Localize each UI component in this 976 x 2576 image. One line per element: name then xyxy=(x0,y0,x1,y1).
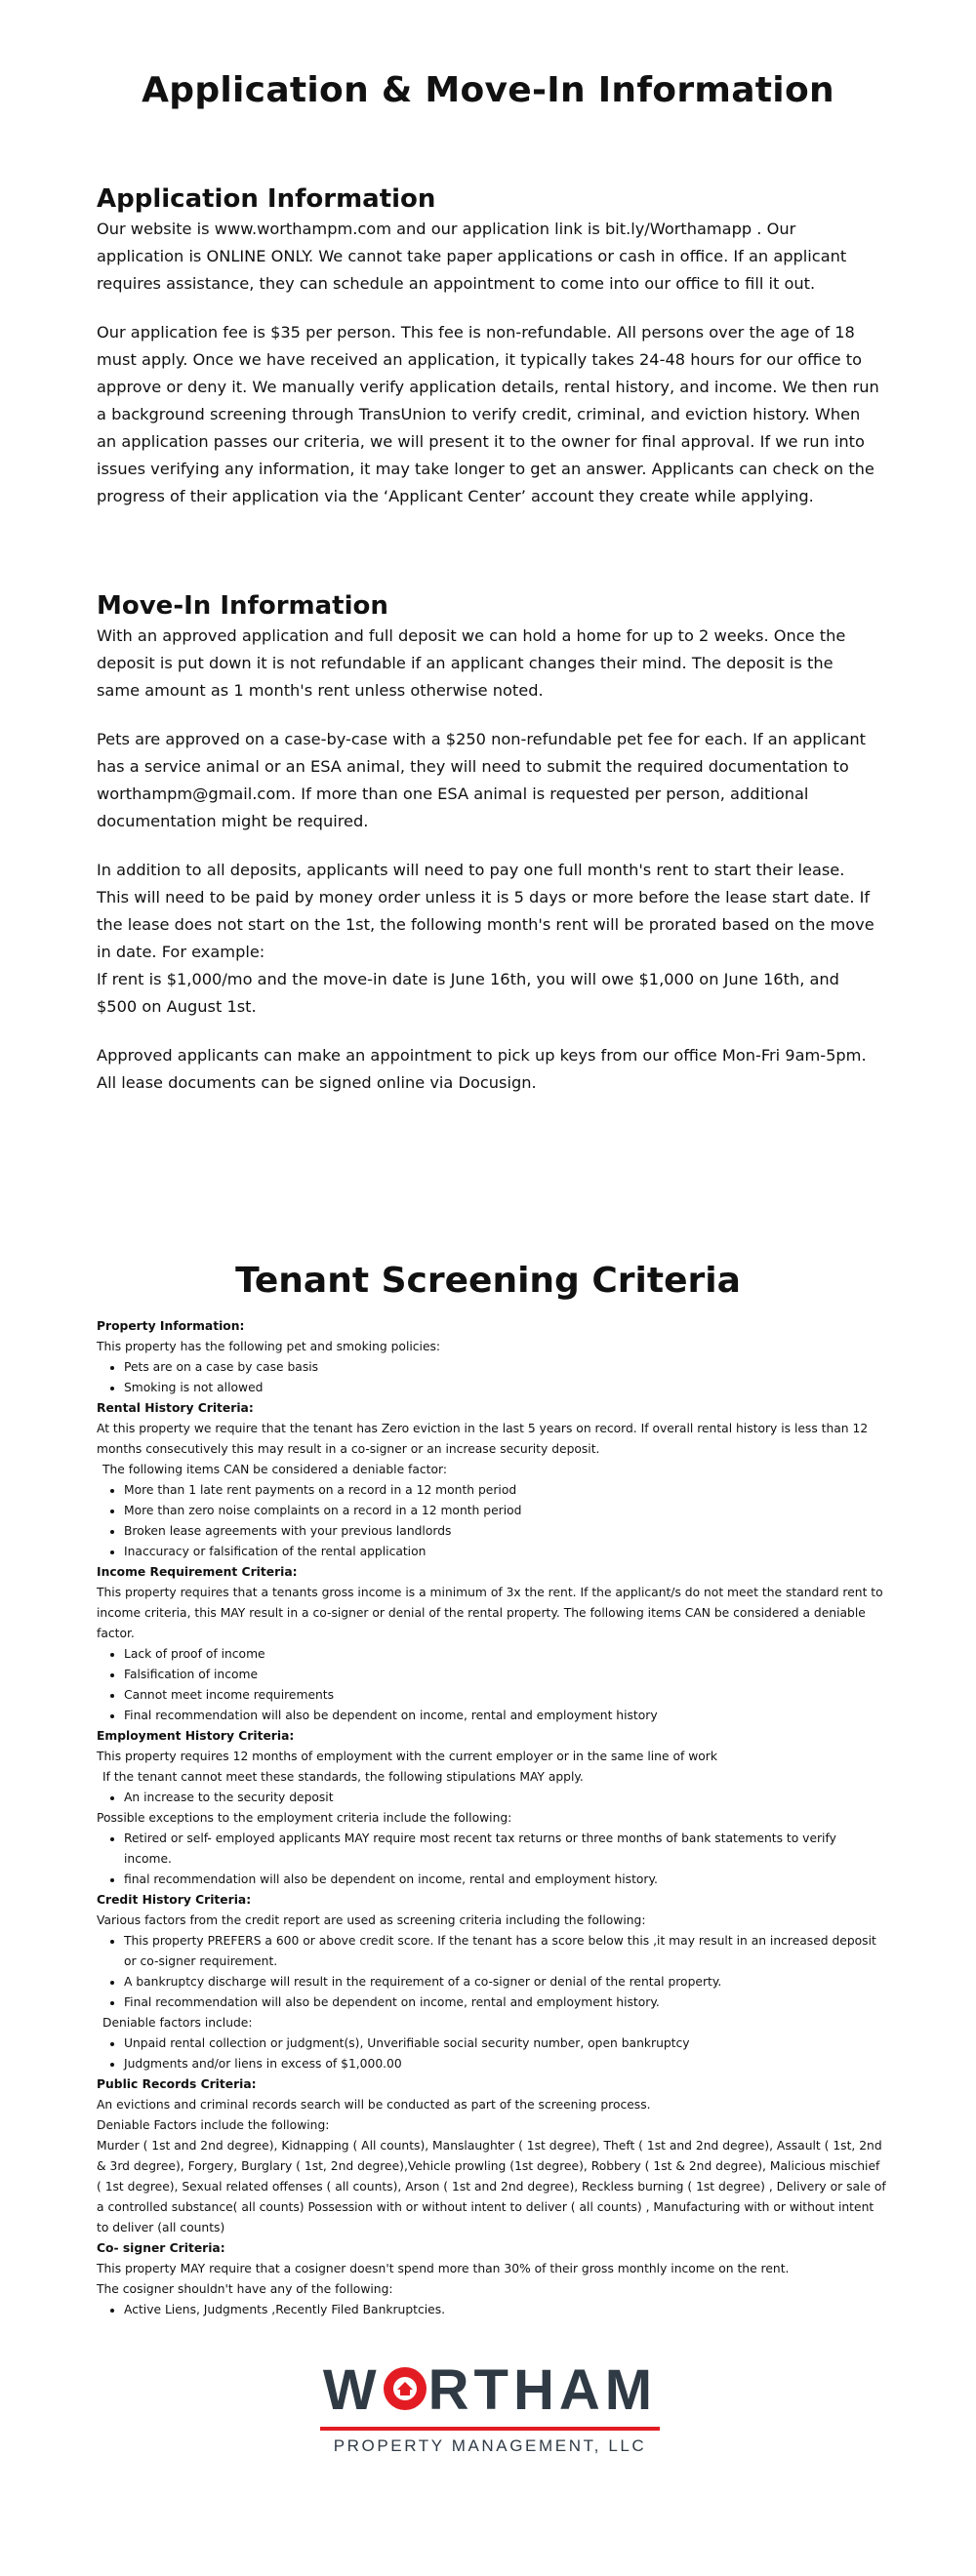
house-pin-icon xyxy=(382,2358,428,2423)
logo-letters-rest: RTHAM xyxy=(427,2358,658,2422)
property-list xyxy=(97,1357,887,1398)
credit-intro-2: Deniable factors include: xyxy=(102,2016,253,2030)
list-item: • A bankruptcy discharge will result in the requirement of a co-signer or denial of the rental property. xyxy=(124,1972,887,1992)
list-item: • Cannot meet income requirements xyxy=(124,1685,887,1706)
list-item: • Final recommendation will also be dependent on income, rental and employment history xyxy=(124,1706,887,1726)
income-heading: Income Requirement Criteria: xyxy=(97,1565,298,1579)
employment-heading: Employment History Criteria: xyxy=(97,1729,295,1743)
cosigner-list xyxy=(97,2300,887,2320)
list-item: • Smoking is not allowed xyxy=(124,1378,887,1398)
rental-intro: At this property we require that the tenant has Zero eviction in the last 5 years on record. If overall rental history is less than 12 months consecutively this may result in a co-signer or an increase security deposit. xyxy=(97,1422,869,1456)
screening-criteria xyxy=(97,1316,887,2320)
employment-intro-2: If the tenant cannot meet these standards, the following stipulations MAY apply. xyxy=(102,1770,584,1784)
list-item: • More than zero noise complaints on a record in a 12 month period xyxy=(124,1501,887,1521)
public-records-list: Murder ( 1st and 2nd degree), Kidnapping ( All counts), Manslaughter ( 1st degree), Theft ( 1st and 2nd degree), Assault ( 1st, 2nd & 3rd degree), Forgery, Burglary ( 1st, 2nd degree),Vehicle prowling (1st degree), Robbery ( 1st & 2nd degree), Malicious mischief ( 1st degree), Sexual related offenses ( all counts), Arson ( 1st and 2nd degree), Reckless burning ( 1st degree) , Delivery or sale of a controlled substance( all counts) Possession with or without intent to deliver ( all counts) , Manufacturing with or without intent to deliver (all counts) xyxy=(97,2139,886,2234)
employment-intro-3: Possible exceptions to the employment criteria include the following: xyxy=(97,1811,512,1825)
list-item: • Lack of proof of income xyxy=(124,1644,887,1665)
list-item: • More than 1 late rent payments on a record in a 12 month period xyxy=(124,1480,887,1501)
credit-intro: Various factors from the credit report are used as screening criteria including the following: xyxy=(97,1913,646,1927)
credit-heading: Credit History Criteria: xyxy=(97,1893,252,1907)
move-in-example: If rent is $1,000/mo and the move-in date is June 16th, you will owe $1,000 on June 16th, and $500 on August 1st. xyxy=(97,970,839,1016)
income-intro: This property requires that a tenants gross income is a minimum of 3x the rent. If the applicant/s do not meet the standard rent to income criteria, this MAY result in a co-signer or denial of the rental property. The following items CAN be considered a deniable factor. xyxy=(97,1586,883,1640)
application-paragraph-1: Our website is www.worthampm.com and our application link is bit.ly/Worthamapp . Our application is ONLINE ONLY. We cannot take paper applications or cash in office. If an applicant requires assistance, they can schedule an appointment to come into our office to fill it out. xyxy=(97,220,847,293)
rental-heading: Rental History Criteria: xyxy=(97,1401,254,1415)
logo-underline xyxy=(320,2427,660,2431)
list-item: • Active Liens, Judgments ,Recently Filed Bankruptcies. xyxy=(124,2300,887,2320)
logo-wordmark xyxy=(314,2358,666,2423)
cosigner-heading: Co- signer Criteria: xyxy=(97,2241,225,2255)
list-item: • This property PREFERS a 600 or above credit score. If the tenant has a score below this ,it may result in an increased deposit or co-signer requirement. xyxy=(124,1931,887,1972)
application-section xyxy=(97,184,879,532)
list-item: • Unpaid rental collection or judgment(s), Unverifiable social security number, open bankruptcy xyxy=(124,2033,887,2054)
list-item: • final recommendation will also be dependent on income, rental and employment history. xyxy=(124,1870,887,1890)
move-in-paragraph-3: In addition to all deposits, applicants will need to pay one full month's rent to start their lease. This will need to be paid by money order unless it is 5 days or more before the lease start date. If the lease does not start on the 1st, the following month's rent will be prorated based on the move in date. For example: xyxy=(97,861,874,961)
move-in-paragraph-4: Approved applicants can make an appointment to pick up keys from our office Mon-Fri 9am-5pm. All lease documents can be signed online via Docusign. xyxy=(97,1046,867,1092)
company-logo xyxy=(314,2358,666,2466)
house-pin-graphic xyxy=(382,2365,428,2412)
move-in-paragraph-1: With an approved application and full deposit we can hold a home for up to 2 weeks. Once the deposit is put down it is not refundable if an applicant changes their mind. The deposit is the same amount as 1 month's rent unless otherwise noted. xyxy=(97,626,846,700)
public-records-intro-2: Deniable Factors include the following: xyxy=(97,2118,330,2132)
employment-list xyxy=(97,1788,887,1808)
move-in-paragraph-2: Pets are approved on a case-by-case with a $250 non-refundable pet fee for each. If an applicant has a service animal or an ESA animal, they will need to submit the required documentation to worthampm@gmail.com. If more than one ESA animal is requested per person, additional documentation might be required. xyxy=(97,730,866,830)
list-item: • Judgments and/or liens in excess of $1,000.00 xyxy=(124,2054,887,2074)
list-item: • An increase to the security deposit xyxy=(124,1788,887,1808)
list-item: • Pets are on a case by case basis xyxy=(124,1357,887,1378)
rental-list xyxy=(97,1480,887,1562)
cosigner-intro: This property MAY require that a cosigner doesn't spend more than 30% of their gross monthly income on the rent. xyxy=(97,2262,790,2275)
screening-title: Tenant Screening Criteria xyxy=(235,1261,741,1301)
rental-intro-2: The following items CAN be considered a deniable factor: xyxy=(102,1463,448,1476)
application-heading: Application Information xyxy=(97,184,436,214)
cosigner-intro-2: The cosigner shouldn't have any of the following: xyxy=(97,2282,393,2296)
employment-intro: This property requires 12 months of employment with the current employer or in the same line of work xyxy=(97,1750,717,1763)
property-intro: This property has the following pet and smoking policies: xyxy=(97,1340,441,1353)
page-title: Application & Move-In Information xyxy=(142,70,834,110)
list-item: • Broken lease agreements with your previous landlords xyxy=(124,1521,887,1542)
list-item: • Retired or self- employed applicants MAY require most recent tax returns or three months of bank statements to verify income. xyxy=(124,1829,887,1870)
list-item: • Final recommendation will also be dependent on income, rental and employment history. xyxy=(124,1992,887,2013)
property-heading: Property Information: xyxy=(97,1319,245,1333)
logo-letter-w: W xyxy=(322,2358,382,2422)
income-list xyxy=(97,1644,887,1726)
list-item: • Inaccuracy or falsification of the rental application xyxy=(124,1542,887,1562)
public-records-intro: An evictions and criminal records search will be conducted as part of the screening process. xyxy=(97,2098,651,2112)
move-in-section xyxy=(97,591,879,1118)
application-paragraph-2: Our application fee is $35 per person. This fee is non-refundable. All persons over the age of 18 must apply. Once we have received an application, it typically takes 24-48 hours for our office to approve or deny it. We manually verify application details, rental history, and income. We then run a background screening through TransUnion to verify credit, criminal, and eviction history. When an application passes our criteria, we will present it to the owner for final approval. If we run into issues verifying any information, it may take longer to get an answer. Applicants can check on the progress of their application via the ‘Applicant Center’ account they create while applying. xyxy=(97,323,879,505)
logo-subtitle: PROPERTY MANAGEMENT, LLC xyxy=(333,2436,647,2455)
list-item: • Falsification of income xyxy=(124,1665,887,1685)
public-records-heading: Public Records Criteria: xyxy=(97,2077,257,2091)
move-in-heading: Move-In Information xyxy=(97,591,388,621)
employment-list-2 xyxy=(97,1829,887,1890)
credit-list xyxy=(97,1931,887,2013)
credit-list-2 xyxy=(97,2033,887,2074)
